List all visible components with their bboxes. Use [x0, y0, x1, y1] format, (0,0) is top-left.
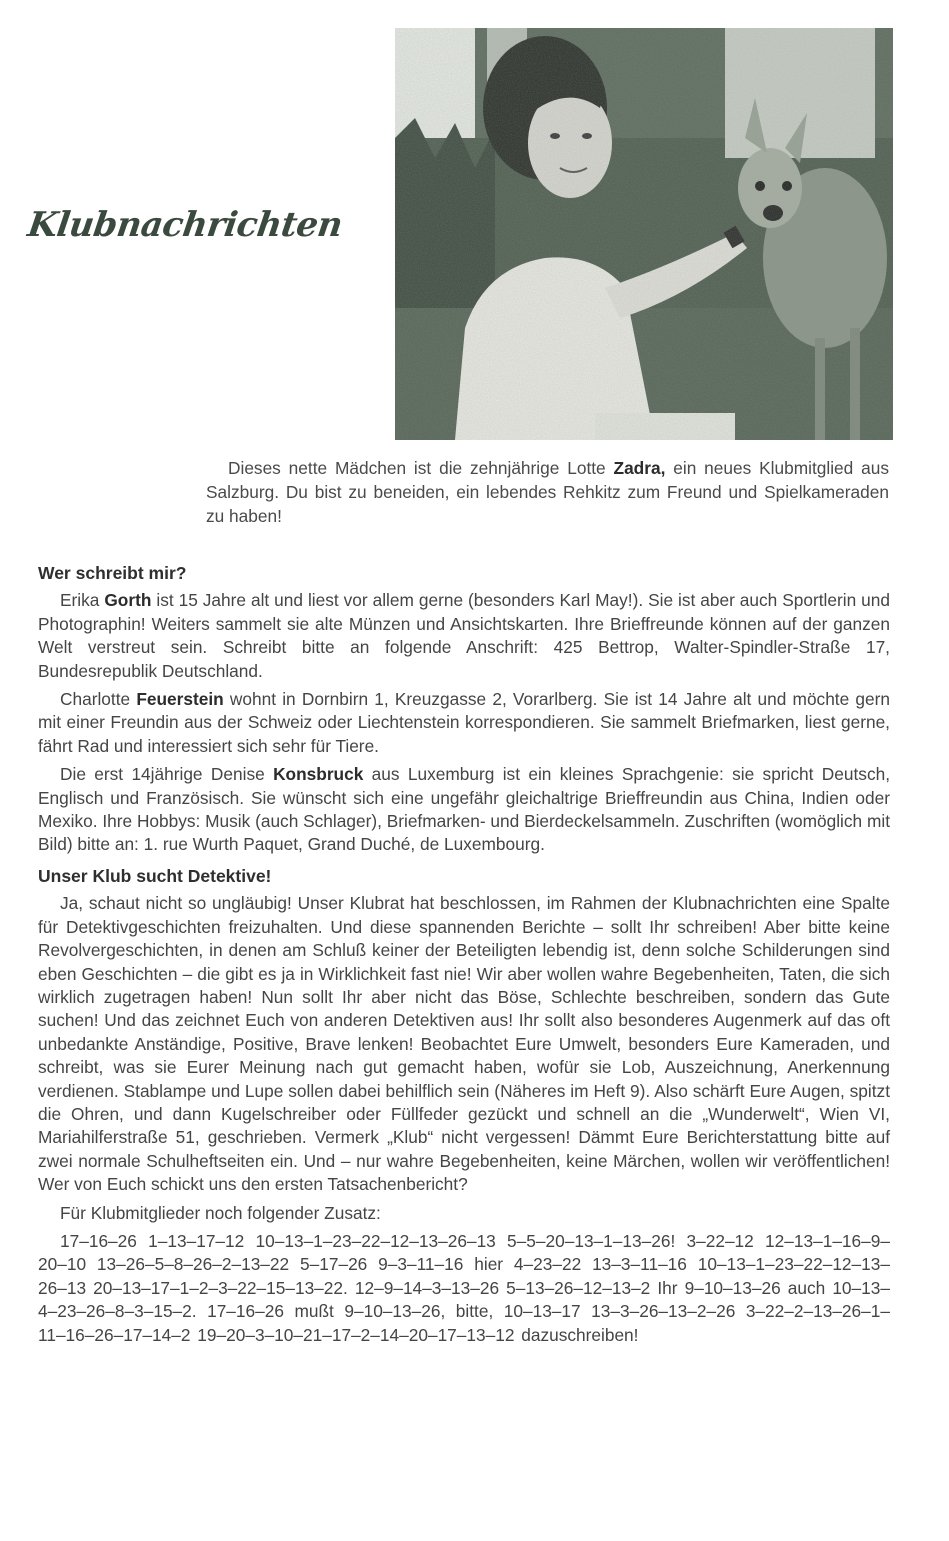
addendum-intro: Für Klubmitglieder noch folgender Zusatz: — [60, 1202, 381, 1223]
entry-member-name: Feuerstein — [136, 689, 224, 710]
entry-text-before: Die erst 14jährige Denise — [60, 764, 274, 785]
caption-text — [206, 456, 889, 528]
page-title: Klubnachrichten — [25, 205, 345, 245]
entry-text-after: ist 15 Jahre alt und liest vor allem gerne (besonders Karl May!). Sie ist aber auch Sportlerin und Photographin! Weiters sammelt sie alte Münzen und Ansichtskarten. Ihre Brieffreunde können auf der ganzen Welt verstreut sein. Schreibt bitte an folgende Anschrift: 425 Bettrop, Walter-Spindler-Straße 17, Bundesrepublik Deutschland. — [38, 590, 890, 681]
coded-message: 17–16–26 1–13–17–12 10–13–1–23–22–12–13–26–13 5–5–20–13–1–13–26! 3–22–12 12–13–1–16–9–20–10 13–26–5–8–26–2–13–22 5–17–26 9–3–11–16 hier 4–23–22 13–3–11–16 10–13–1–23–22–12–13–26–13 20–13–17–1–2–3–22–15–13–22. 12–9–14–3–13–26 5–13–26–12–13–2 Ihr 9–10–13–26 auch 10–13–4–23–26–8–3–15–2. 17–16–26 mußt 9–10–13–26, bitte, 10–13–17 13–3–26–13–2–26 3–22–2–13–26–1–11–16–26–17–14–2 19–20–3–10–21–17–2–14–20–17–13–12 dazuschreiben! — [38, 1230, 890, 1345]
entry-text-after: aus Luxemburg ist ein kleines Sprachgenie: sie spricht Deutsch, Englisch und Französisch. Sie wünscht sich eine ungefähr gleichaltrige Brieffreundin aus China, Indien oder Mexiko. Ihre Hobbys: Musik (auch Schlager), Briefmarken- und Bierdeckelsammeln. Zuschriften (womöglich mit Bild) bitte an: 1. rue Wurth Paquet, Grand Duché, de Luxembourg. — [38, 764, 890, 855]
entry-member-name: Konsbruck — [273, 764, 364, 785]
caption-member-name: Zadra, — [613, 458, 666, 478]
entry-text-before: Erika — [60, 590, 105, 611]
photo-illustration — [395, 28, 893, 440]
entry-member-name: Gorth — [104, 590, 152, 611]
article-body — [38, 562, 890, 1352]
pen-pal-entry — [38, 688, 890, 758]
caption-text-before: Dieses nette Mädchen ist die zehnjährige Lotte — [228, 458, 614, 478]
entry-text-before: Charlotte — [60, 689, 137, 710]
pen-pal-entry — [38, 589, 890, 683]
section-heading-pen-pals: Wer schreibt mir? — [38, 563, 187, 583]
photo-caption — [206, 456, 889, 528]
caption-text-after: ein neues Klubmitglied aus Salzburg. Du bist zu beneiden, ein lebendes Rehkitz zum Freund und Spielkameraden zu haben! — [206, 458, 889, 526]
pen-pal-entry — [38, 763, 890, 857]
detectives-body: Ja, schaut nicht so ungläubig! Unser Klubrat hat beschlossen, im Rahmen der Klubnachrichten eine Spalte für Detektivgeschichten freizuhalten. Und diese spannenden Berichte – sollt Ihr schreiben! Aber bitte keine Revolvergeschichten, in denen am Schluß keiner der Beteiligten lebendig ist, denn solche Schilderungen sind eben Geschichten – die gibt es ja in Wirklichkeit fast nie! Wir aber wollen wahre Begebenheiten, Taten, die sich wirklich zugetragen haben! Nun sollt Ihr aber nicht das Böse, Schlechte beschreiben, sondern das Gute suchen! Und das zeichnet Euch von anderen Detektiven aus! Ihr sollt also besonderes Augenmerk auf das oft unbedankte Anständige, Positive, Brave lenken! Beobachtet Eure Umwelt, besonders Eure Kameraden, und schreibt, was sie Eurer Meinung nach gut gemacht haben, wofür sie Lob, Auszeichnung, Anerkennung verdienen. Stablampe und Lupe sollen dabei behilflich sein (Näheres im Heft 9). Also schärft Eure Augen, spitzt die Ohren, und dann Kugelschreiber oder Füllfeder gezückt und schnell an die „Wunderwelt“, Wien VI, Mariahilferstraße 51, geschrieben. Vermerk „Klub“ nicht vergessen! Dämmt Eure Berichterstattung bitte auf zwei normale Schulheftseiten ein. Und – nur wahre Begebenheiten, keine Märchen, wollen wir veröffentlichen! Wer von Euch schickt uns den ersten Tatsachenbericht? — [38, 893, 890, 1195]
entry-text-after: wohnt in Dornbirn 1, Kreuzgasse 2, Vorarlberg. Sie ist 14 Jahre alt und möchte gern mit einer Freundin aus der Schweiz oder Liechtenstein korrespondieren. Sie sammelt Briefmarken, liest gerne, fährt Rad und interessiert sich sehr für Tiere. — [38, 689, 890, 756]
photo-girl-with-fawn — [395, 28, 893, 440]
section-heading-detectives: Unser Klub sucht Detektive! — [38, 865, 272, 886]
